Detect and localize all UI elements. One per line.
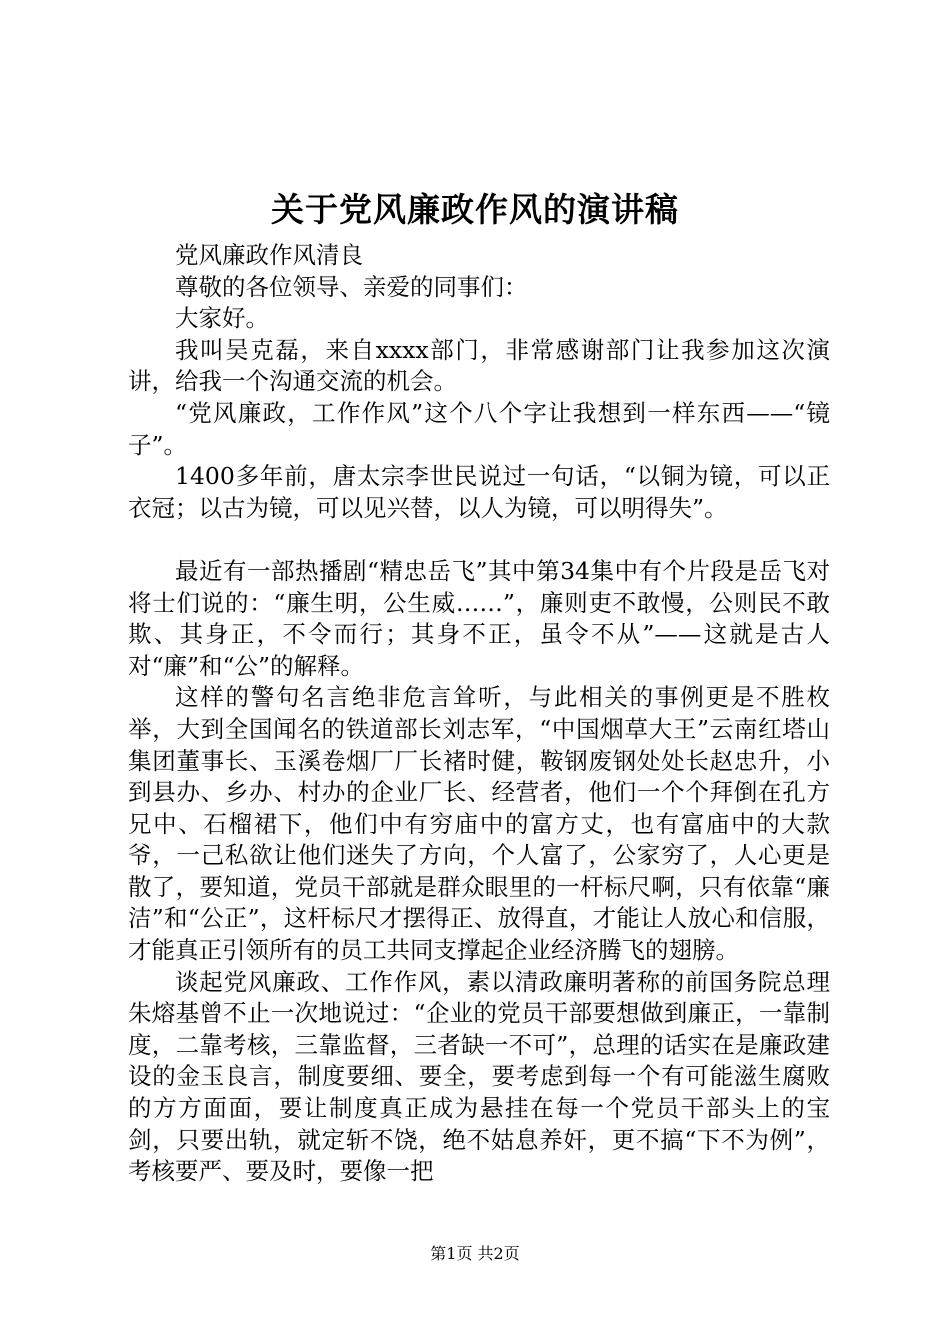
document-body	[128, 240, 830, 1188]
document-title: 关于党风廉政作风的演讲稿	[271, 190, 679, 229]
body-paragraph: 谈起党风廉政、工作作风，素以清政廉明著称的前国务院总理朱熔基曾不止一次地说过：“企业的党员干部要想做到廉正，一靠制度，二靠考核，三靠监督，三者缺一不可”，总理的话实在是廉政建设的金玉良言，制度要细、要全，要考虑到每一个有可能滋生腐败的方方面面，要让制度真正成为悬挂在每一个党员干部头上的宝剑，只要出轨，就定斩不饶，绝不姑息养奸，更不搞“下不为例”，考核要严、要及时，要像一把	[128, 967, 830, 1186]
page-footer: 第1页 共2页	[430, 1244, 520, 1263]
body-paragraph: 我叫吴克磊，来自xxxx部门，非常感谢部门让我参加这次演讲，给我一个沟通交流的机会。	[128, 335, 830, 396]
body-paragraph: 这样的警句名言绝非危言耸听，与此相关的事例更是不胜枚举，大到全国闻名的铁道部长刘志军，“中国烟草大王”云南红塔山集团董事长、玉溪卷烟厂厂长褚时健，鞍钢废钢处处长赵忠升，小到县办、乡办、村办的企业厂长、经营者，他们一个个拜倒在孔方兄中、石榴裙下，他们中有穷庙中的富方丈，也有富庙中的大款爷，一己私欲让他们迷失了方向，个人富了，公家穷了，人心更是散了，要知道，党员干部就是群众眼里的一杆标尺啊，只有依靠“廉洁”和“公正”，这杆标尺才摆得正、放得直，才能让人放心和信服，才能真正引领所有的员工共同支撑起企业经济腾飞的翅膀。	[128, 683, 830, 965]
body-paragraph: 最近有一部热播剧“精忠岳飞”其中第34集中有个片段是岳飞对将士们说的：“廉生明，公生威……”，廉则吏不敢慢，公则民不敢欺、其身正，不令而行；其身不正，虽令不从”——这就是古人对“廉”和“公”的解释。	[128, 556, 830, 680]
body-paragraph: 1400多年前，唐太宗李世民说过一句话，“以铜为镜，可以正衣冠；以古为镜，可以见兴替，以人为镜，可以明得失”。	[128, 462, 830, 522]
subtitle-paragraph: 党风廉政作风清良	[175, 241, 363, 269]
salutation-paragraph: 尊敬的各位领导、亲爱的同事们：	[175, 272, 528, 301]
body-paragraph: “党风廉政，工作作风”这个八个字让我想到一样东西——“镜子”。	[128, 398, 830, 459]
greeting-paragraph: 大家好。	[175, 304, 269, 333]
